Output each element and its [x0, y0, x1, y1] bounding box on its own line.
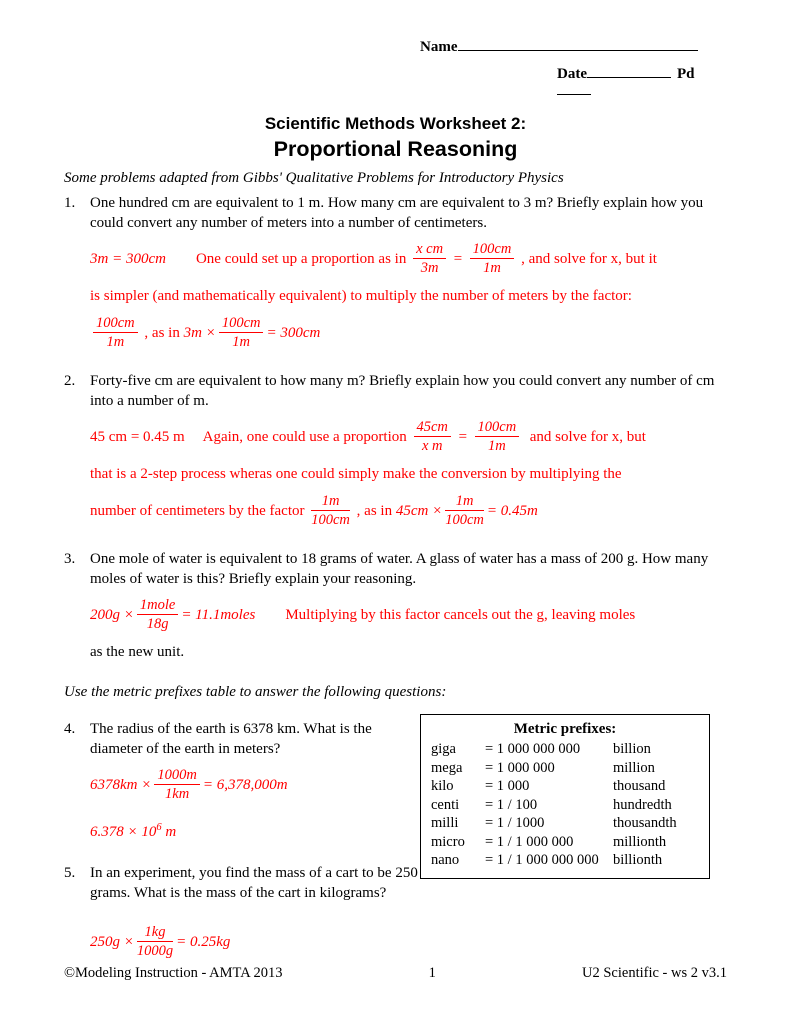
fraction: $\frac{1000m}{1km}$	[154, 767, 199, 802]
header-fields	[420, 38, 727, 100]
questions-4-5-section	[64, 714, 727, 960]
fraction: $\frac{100cm}{1m}$	[475, 419, 520, 454]
table-cell-prefix: giga	[431, 741, 456, 758]
date-label: Date	[557, 65, 587, 82]
table-cell-prefix: mega	[431, 759, 463, 776]
fraction: $\frac{1kg}{1000g}$	[136, 924, 174, 960]
fraction: $\frac{100cm}{1m}$	[93, 315, 138, 350]
question-2-text: Forty-five cm are equivalent to how many m? Briefly explain how you could convert any number of cm into a number of m.	[90, 373, 715, 410]
table-cell-name: thousandth	[613, 815, 677, 832]
pd-label: Pd	[677, 65, 695, 82]
page-footer	[64, 965, 727, 982]
table-cell-value: = 1 / 100	[485, 796, 538, 813]
date-pd-fields	[557, 65, 727, 101]
table-cell-name: billion	[613, 741, 651, 758]
answer-2-line-3: number of centimeters by the factor $\frac{1m}{100cm}$ , as in 45cm × $\frac{1m}{100cm}$ = 0.45m	[90, 493, 538, 529]
footer-version: U2 Scientific - ws 2 v3.1	[582, 965, 727, 981]
table-cell-name: million	[613, 759, 655, 776]
table-cell-prefix: centi	[431, 796, 460, 813]
name-label: Name	[420, 38, 458, 55]
question-1-text: One hundred cm are equivalent to 1 m. How many cm are equivalent to 3 m? Briefly explain how you could convert any number of meters into a number of centimeters.	[90, 195, 704, 232]
title-line-1: Scientific Methods Worksheet 2:	[264, 114, 527, 134]
metric-prefixes-table	[420, 714, 710, 879]
fraction: $\frac{1m}{100cm}$	[311, 493, 350, 529]
question-3	[64, 549, 727, 589]
question-1-number: 1.	[64, 195, 76, 212]
answer-2	[90, 420, 727, 529]
question-4	[64, 719, 420, 759]
footer-copyright: ©Modeling Instruction - AMTA 2013	[64, 965, 283, 981]
fraction: $\frac{100cm}{1m}$	[219, 315, 264, 350]
answer-1	[90, 242, 727, 351]
answer-2-line-1: 45 cm = 0.45 m Again, one could use a proportion $\frac{45cm}{\text{x m}}$ = $\frac{100cm}{1m}$ and solve for x, but	[90, 419, 646, 455]
fraction: $\frac{45cm}{\text{x m}}$	[414, 419, 451, 454]
question-3-number: 3.	[64, 551, 76, 568]
table-row	[431, 777, 699, 796]
fraction: $\frac{1m}{100cm}$	[445, 493, 484, 529]
answer-1-line-2: is simpler (and mathematically equivalent) to multiply the number of meters by the factor:	[90, 288, 632, 305]
question-4-text: The radius of the earth is 6378 km. What is the diameter of the earth in meters?	[90, 721, 372, 758]
table-cell-name: thousand	[613, 778, 666, 795]
answer-1-line-3: $\frac{100cm}{1m}$ , as in 3m × $\frac{100cm}{1m}$ = 300cm	[90, 316, 727, 351]
question-2-number: 2.	[64, 373, 76, 390]
table-row	[431, 814, 699, 833]
question-5-text: In an experiment, you find the mass of a cart to be 250 grams. What is the mass of the cart in kilograms?	[90, 865, 418, 902]
table-row	[431, 759, 699, 778]
table-cell-name: billionth	[613, 852, 663, 869]
question-1	[64, 193, 727, 233]
name-blank-line	[458, 38, 698, 51]
table-row	[431, 833, 699, 852]
table-cell-value: = 1 000 000	[485, 759, 555, 776]
answer-3-line-2: as the new unit.	[90, 644, 185, 661]
footer-page-number: 1	[428, 965, 436, 981]
question-3-text: One mole of water is equivalent to 18 grams of water. A glass of water has a mass of 200 g. How many moles of water is this? Briefly explain your reasoning.	[90, 551, 709, 588]
metric-prefixes-table-title: Metric prefixes:	[513, 721, 617, 738]
question-5	[64, 863, 420, 903]
questions-4-5-column	[64, 714, 420, 960]
metric-prefixes-table-rows	[431, 740, 699, 870]
answer-4	[90, 768, 420, 843]
title-line-2: Proportional Reasoning	[273, 137, 518, 162]
metric-prefix-note: Use the metric prefixes table to answer the following questions:	[64, 684, 447, 701]
table-row	[431, 851, 699, 870]
answer-2-line-2: that is a 2-step process wheras one could simply make the conversion by multiplying the	[90, 466, 622, 483]
table-cell-prefix: micro	[431, 833, 465, 850]
table-cell-value: = 1 000	[485, 778, 530, 795]
answer-3-line-1: 200g × $\frac{\text{1mole}}{18g}$ = 11.1moles Multiplying by this factor cancels out the g, leaving moles	[90, 597, 636, 633]
answer-5-line-1: 250g × $\frac{1kg}{1000g}$ = 0.25kg	[90, 924, 231, 960]
table-cell-prefix: milli	[431, 815, 459, 832]
intro-note: Some problems adapted from Gibbs' Qualitative Problems for Introductory Physics	[64, 170, 564, 187]
answer-1-line-1: 3m = 300cm One could set up a proportion as in $\frac{\text{x cm}}{3m}$ = $\frac{100cm}{1m}$ , and solve for x, but it	[90, 241, 657, 277]
answer-4-line-2: $6.378 \times 10^6$ m	[90, 822, 177, 841]
table-cell-value: = 1 / 1000	[485, 815, 545, 832]
table-cell-value: = 1 / 1 000 000	[485, 833, 574, 850]
question-5-number: 5.	[64, 865, 76, 882]
table-cell-name: millionth	[613, 833, 667, 850]
pd-blank-line	[557, 83, 591, 96]
answer-4-line-1: 6378km × $\frac{1000m}{1km}$ = 6,378,000m	[90, 767, 288, 803]
question-4-number: 4.	[64, 721, 76, 738]
fraction: $\frac{\text{x cm}}{3m}$	[413, 241, 446, 276]
date-blank-line	[587, 65, 671, 78]
table-cell-value: = 1 000 000 000	[485, 741, 581, 758]
answer-5	[90, 925, 420, 960]
table-row	[431, 740, 699, 759]
question-2	[64, 371, 727, 411]
table-cell-name: hundredth	[613, 796, 672, 813]
table-cell-prefix: kilo	[431, 778, 454, 795]
name-field	[420, 38, 727, 56]
table-row	[431, 796, 699, 815]
answer-3	[90, 598, 727, 663]
fraction: $\frac{100cm}{1m}$	[470, 241, 515, 276]
fraction: $\frac{\text{1mole}}{18g}$	[137, 597, 178, 632]
worksheet-title	[64, 114, 727, 162]
table-cell-prefix: nano	[431, 852, 460, 869]
table-cell-value: = 1 / 1 000 000 000	[485, 852, 599, 869]
